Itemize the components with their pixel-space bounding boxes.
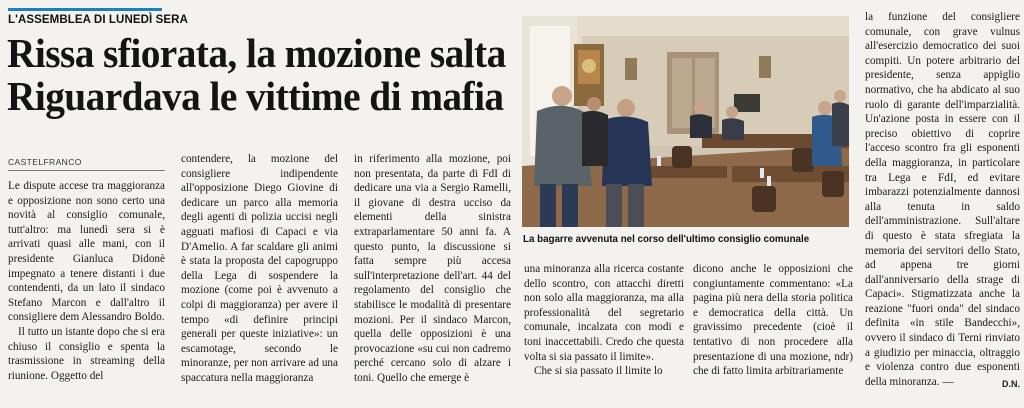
council-chamber-photo <box>522 16 849 227</box>
article-column-1 <box>8 179 165 383</box>
article-column-4 <box>524 262 684 379</box>
article-column-2 <box>181 152 338 386</box>
headline-line-2: Riguardava le vittime di mafia <box>7 73 504 119</box>
kicker: L'ASSEMBLEA DI LUNEDÌ SERA <box>8 14 188 26</box>
paragraph: una minoranza alla ricerca costante dello scontro, con attacchi diretti non solo alla maggioranza, ma alla professionalità del segretario comunale, incalzata con modi e toni inaccettabili. Credo che questa volta si sia passato il limite». <box>524 263 684 363</box>
section-rule <box>8 8 162 11</box>
paragraph: in riferimento alla mozione, poi non presentata, da parte di FdI di dedicare una via a Sergio Ramelli, il giovane di destra ucciso da elementi della sinistra extraparlamentare 50 anni fa. A questo punto, la discussione si fatta sempre più accesa sull'interpretazione dell'art. 44 del regolamento del consiglio che stabilisce le modalità di presentare mozioni. Per il sindaco Marcon, quella delle opposizioni è una provocazione «su cui non cadremo perché cercano solo di alzare i toni. Quello che emerge è <box>354 153 511 384</box>
paragraph: Che si sia passato il limite lo <box>534 365 663 378</box>
paragraph: contendere, la mozione del consigliere indipendente all'opposizione Diego Giovine di dedicare un parco alla memoria degli agenti di polizia uccisi negli agguati mafiosi di Capaci e via D'Amelio. A far scaldare gli animi è stata la proposta del capogruppo della Lega di sospendere la mozione (come poi è avvenuto a colpi di maggioranza) per avere il tempo «di definire principi generali per queste iniziative»: un escamotage, secondo le minoranze, per non arrivare ad una spaccatura nella maggioranza <box>181 153 338 384</box>
paragraph: dicono anche le opposizioni che congiuntamente commentano: «La pagina più nera della storia politica e democratica della città. Un gravissimo precedente (cioè il tentativo di non procedere alla presentazione di una mozione, ndr) che di fatto limita arbitrariamente <box>693 263 853 378</box>
news-photo <box>522 16 849 227</box>
article-column-6 <box>865 10 1020 391</box>
paragraph: Le dispute accese tra maggioranza e opposizione non sono certo una novità al consiglio comunale, tutt'altro: ma lunedì sera si è arrivati quasi alle mani, con il presidente Gianluca Didonè impegnato a tenere distanti i due contendenti, da un lato il sindaco Stefano Marcon e dall'altro il consigliere dem Alessandro Boldo. <box>8 180 165 324</box>
paragraph-text: la funzione del consigliere comunale, con grave vulnus all'esercizio democratico dei suoi compiti. Un potere arbitrario del presidente, senza appiglio normativo, che ha abdicato al suo ruolo di garante dell'imparzialità. Un'azione posta in essere con il preciso obiettivo di coprire l'acceso scontro fra gli esponenti della maggioranza, in particolare tra Lega e FdI, ed evitare imbarazzi potenzialmente dannosi alla tenuta in saldo dell'amministrazione. Sull'altare di questo è stata sfregiata la memoria dei servitori dello Stato, ad appena tre giorni dall'anniversario della strage di Capaci». Stigmatizzata anche la reazione "fuori onda" del sindaco definita «in stile Bandecchi», ovvero il sindaco di Terni rinviato a giudizio per minaccia, oltraggio e violenza contro due esponenti della minoranza. — <box>865 11 1020 388</box>
headline-line-1: Rissa sfiorata, la mozione salta <box>7 30 506 76</box>
article-column-3 <box>354 152 511 386</box>
article-column-5 <box>693 262 853 379</box>
paragraph <box>865 10 1020 389</box>
photo-caption: La bagarre avvenuta nel corso dell'ultimo consiglio comunale <box>523 233 810 245</box>
headline <box>7 30 506 119</box>
author-initials: D.N. <box>1002 378 1020 389</box>
paragraph: Il tutto un istante dopo che si era chiuso il consiglio e spenta la trasmissione in streaming della riunione. Oggetto del <box>8 325 165 382</box>
dateline: CASTELFRANCO <box>8 157 165 171</box>
